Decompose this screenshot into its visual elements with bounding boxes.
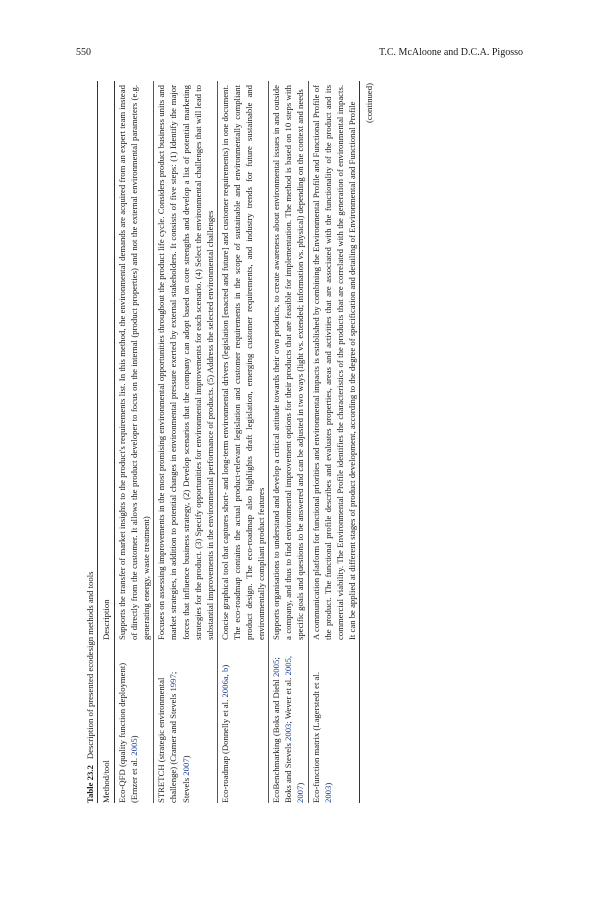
method-name-tail: ) — [180, 755, 191, 759]
method-cell — [269, 643, 308, 803]
description-cell: Concise graphical tool that captures short- and long-term environmental drivers (legislation [enacted and future] and customer requirements) in one document. The eco-roadmap contains the actual product-relevant legislation and customer requirements in the scope of sustainable and environmentally compliant product design. The eco-roadmap also highlights draft legislation, emerging customer requirements, and industry trends for future sustainable and environmentally compliant product features — [217, 81, 268, 643]
table-caption-label: Table 23.2 — [85, 765, 95, 803]
methods-table — [97, 81, 360, 803]
method-cell — [217, 643, 268, 803]
method-name: EcoBenchmarking (Boks and Diehl — [271, 677, 282, 803]
description-cell: Supports the transfer of market insights to the product's requirements list. In this method, the environmental demands are acquired from an expert team instead of directly from the customer. It allows the product developer to focus on the internal (product properties) and not the external environmental parameters (e.g. generating energy, waste treatment) — [117, 85, 152, 640]
method-cell — [115, 643, 154, 803]
method-name-mid: ; Stevels — [168, 671, 191, 803]
table-caption-text: Description of presented ecodesign methods and tools — [85, 571, 95, 760]
method-name-mid: ; Wever et al. — [283, 675, 294, 724]
table-header-row — [98, 81, 115, 803]
description-cell: Supports organisations to understand and develop a critical attitude towards their own products, to create awareness about environmental issues in and outside a company, and thus to find environmental improvement options for their products that are feasible for implementation. The method is based on 10 steps with specific goals and questions to be answered and can be adjusted in two ways (light vs. extended; information vs. physical) depending on the context and needs — [269, 81, 308, 643]
method-name: Eco-roadmap (Donnelly et al. — [219, 697, 230, 803]
page-number: 550 — [76, 47, 91, 58]
citation-link[interactable]: 2005 — [271, 659, 282, 678]
method-name: Eco-QFD (quality function deployment) (Ernzer et al. — [117, 662, 140, 803]
running-head: T.C. McAloone and D.C.A. Pigosso — [379, 47, 523, 58]
citation-link[interactable]: 2006a, b — [219, 667, 230, 698]
column-header-method: Method/tool — [98, 643, 115, 803]
method-name: Eco-function matrix (Lagerstedt et al. — [310, 672, 321, 803]
table-row — [269, 81, 308, 803]
method-name-tail: ) — [129, 735, 140, 739]
method-name-tail: ) — [219, 664, 230, 668]
method-name: STRETCH (strategic environmental challenge) (Cramer and Stevels — [156, 677, 179, 803]
table-row — [217, 81, 268, 803]
column-header-description: Description — [98, 81, 115, 643]
citation-link[interactable]: 2003 — [283, 723, 294, 741]
table-caption — [84, 81, 97, 803]
method-cell — [154, 643, 217, 803]
method-name-mid: ; Boks and Stevels — [271, 657, 294, 803]
citation-link[interactable]: 2007 — [180, 758, 191, 776]
method-cell — [308, 643, 359, 803]
table-row — [308, 81, 359, 803]
description-cell: A communication platform for functional priorities and environmental impacts is established by combining the Environmental Profile and Functional Profile of the product. The functional profile describes and evaluates properties, areas and activities that are associated with the functionality of the product and its commercial viability. The Environmental Profile identifies the characteristics of the products that are correlated with the generation of environmental impacts. It can be applied at different stages of product development, according to the degree of specification and detailing of Environmental and Functional Profile — [308, 81, 359, 643]
method-name-tail: ) — [322, 782, 333, 786]
table-row — [115, 81, 154, 803]
citation-link[interactable]: 1997 — [168, 674, 179, 692]
continued-note: (continued) — [363, 83, 374, 124]
rotated-table-container — [84, 81, 511, 803]
citation-link[interactable]: 2005 — [129, 738, 140, 756]
description-cell: Focuses on assessing improvements in the most promising environmental opportunities throughout the product life cycle. Considers product business units and market strategies, in addition to potential changes in environmental pressure exerted by external stakeholders. It consists of five steps: (1) Identify the major forces that influence business strategy, (2) Develop scenarios that the company can adopt based on core strengths and develop a list of potential marketing strategies for the product. (3) Specify opportunities for environmental improvements for each scenario. (4) Select the environmental challenges that will lead to substantial improvements in the environmental performance of products. (5) Address the selected environmental challenges — [154, 81, 217, 643]
citation-link[interactable]: 2003 — [322, 785, 333, 803]
table-row — [154, 81, 217, 803]
citation-link[interactable]: 2005, 2007 — [283, 655, 306, 803]
method-name-tail: ) — [295, 782, 306, 786]
